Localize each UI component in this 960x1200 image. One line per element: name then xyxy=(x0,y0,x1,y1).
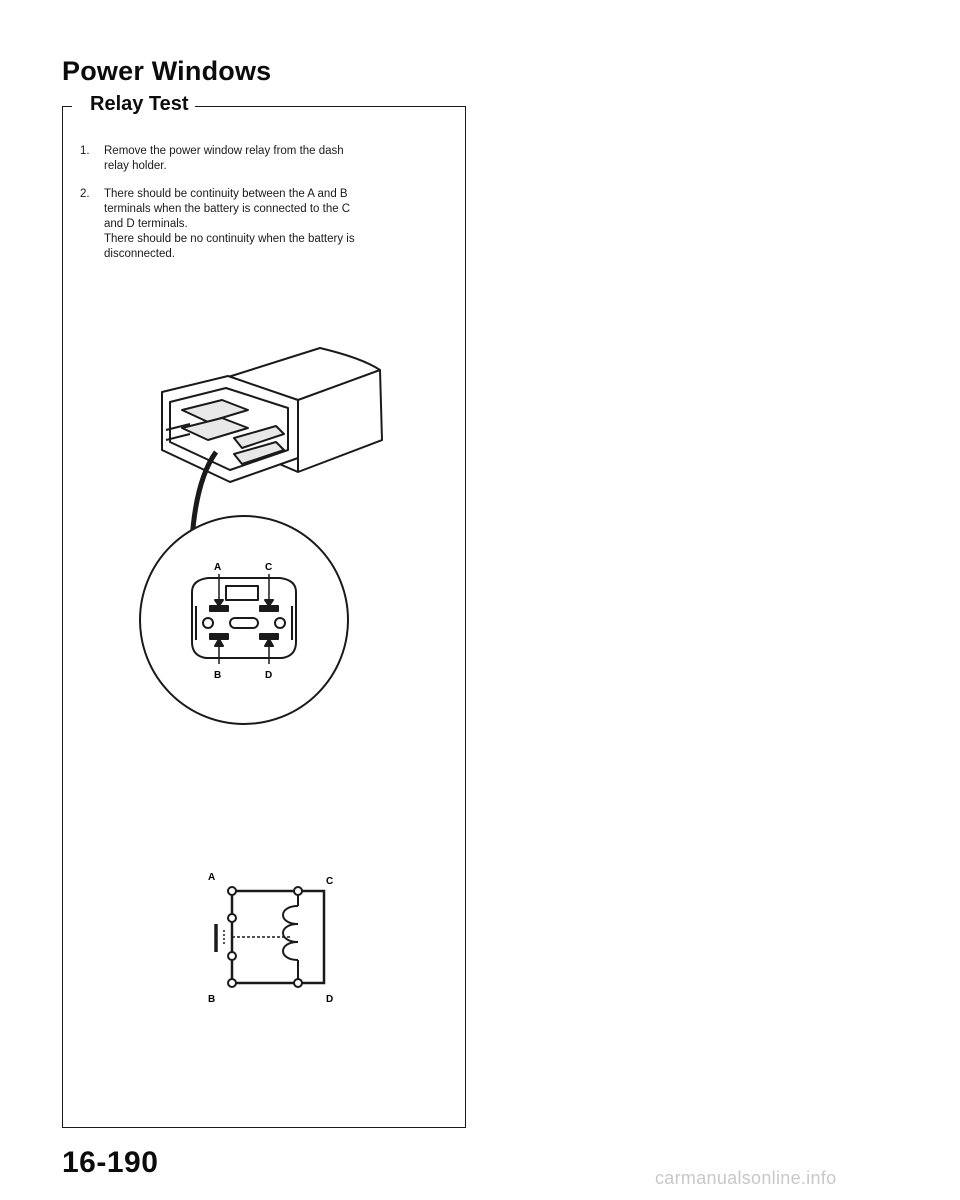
step-text-line: Remove the power window relay from the dash xyxy=(104,145,344,157)
magnified-view-circle xyxy=(140,516,348,724)
schematic-terminal-b xyxy=(228,979,236,987)
connector-label-a: A xyxy=(214,562,222,573)
step-text-line: There should be continuity between the A and B xyxy=(104,188,348,200)
connector-label-c: C xyxy=(265,562,273,573)
connector-label-d: D xyxy=(265,670,273,681)
step-number: 1. xyxy=(80,145,90,157)
step-text-line: terminals when the battery is connected to the C xyxy=(104,203,351,215)
page-number: 16-190 xyxy=(62,1146,159,1179)
step-item xyxy=(78,144,450,174)
schematic-label-b: B xyxy=(208,994,216,1005)
step-text-line: and D terminals. xyxy=(104,218,188,230)
schematic-label-a: A xyxy=(208,872,216,883)
connector-label-b: B xyxy=(214,670,222,681)
schematic-label-d: D xyxy=(326,994,334,1005)
step-text-line: There should be no continuity when the battery is xyxy=(104,233,355,245)
schematic-switch-contact xyxy=(228,914,236,922)
instruction-steps xyxy=(78,144,450,275)
watermark: carmanualsonline.info xyxy=(655,1168,837,1188)
schematic-terminal-d xyxy=(294,979,302,987)
schematic-label-c: C xyxy=(326,876,334,887)
step-text-line: relay holder. xyxy=(104,160,167,172)
panel-border-top-left xyxy=(62,106,72,117)
section-title: Relay Test xyxy=(88,93,195,116)
page-title: Power Windows xyxy=(62,56,272,86)
schematic-switch-contact xyxy=(228,952,236,960)
step-text-line: disconnected. xyxy=(104,248,175,260)
step-number: 2. xyxy=(80,188,90,200)
relay-illustration xyxy=(130,330,390,740)
schematic-terminal-c xyxy=(294,887,302,895)
schematic-terminal-a xyxy=(228,887,236,895)
relay-schematic xyxy=(190,866,350,1014)
schematic-coil xyxy=(283,906,298,960)
panel-border-top-right xyxy=(190,106,466,107)
step-item xyxy=(78,187,450,262)
